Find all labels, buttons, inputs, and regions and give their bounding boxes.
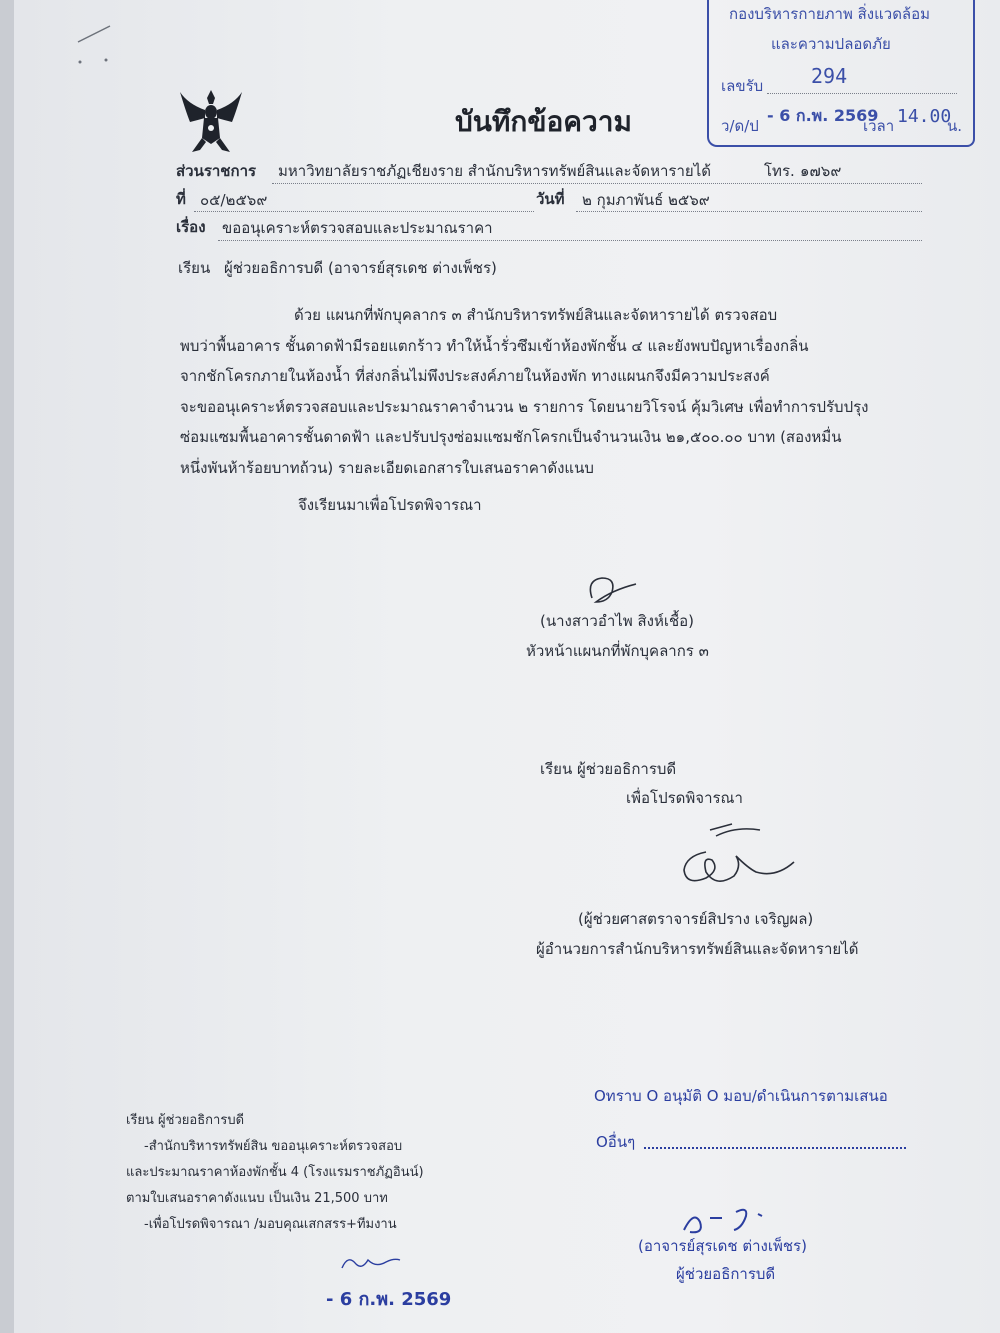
left-note-line-4: ตามใบเสนอราคาดังแนบ เป็นเงิน 21,500 บาท [126,1191,388,1206]
ref-value: ๐๕/๒๕๖๙ [200,191,268,209]
endorse-signer-name: (ผู้ช่วยศาสตราจารย์สิปราง เจริญผล) [578,910,814,928]
phone-value: ๑๗๖๙ [800,162,842,180]
page-edge [0,0,14,1333]
agency-value: มหาวิทยาลัยราชภัฏเชียงราย สำนักบริหารทรัพย์สินและจัดหารายได้ [278,162,711,180]
agency-label: ส่วนราชการ [176,162,257,180]
stamp-time-value: 14.00 [897,106,952,127]
to-value: ผู้ช่วยอธิการบดี (อาจารย์สุรเดช ต่างเพ็ชร) [224,259,497,277]
decision-other-line [644,1146,906,1149]
left-note [126,1108,424,1238]
subject-line [218,239,922,241]
phone-label: โทร. [764,162,795,180]
signer1-title: หัวหน้าแผนกที่พักบุคลากร ๓ [526,642,709,660]
stamp-office-line2: และความปลอดภัย [771,35,891,53]
date-line [576,210,922,212]
ref-line [194,210,534,212]
body-line-1: ด้วย แผนกที่พักบุคลากร ๓ สำนักบริหารทรัพย์สินและจัดหารายได้ ตรวจสอบ [294,306,778,324]
to-label: เรียน [178,259,211,277]
stamp-date-label: ว/ด/ป [721,117,759,135]
left-note-line-3: และประมาณราคาห้องพักชั้น 4 (โรงแรมราชภัฏอินน์) [126,1165,424,1180]
garuda-emblem-icon [178,86,244,156]
endorse-signer-title: ผู้อำนวยการสำนักบริหารทรัพย์สินและจัดหารายได้ [536,940,859,958]
signature-2 [676,816,806,892]
body-line-4: จะขออนุเคราะห์ตรวจสอบและประมาณราคาจำนวน ๒ รายการ โดยนายวิโรจน์ คุ้มวิเศษ เพื่อทำการปรับปรุง [180,397,869,416]
left-note-line-1: เรียน ผู้ช่วยอธิการบดี [126,1113,245,1128]
subject-label: เรื่อง [176,218,206,236]
decision-other-label: Oอื่นๆ [596,1133,636,1151]
stamp-date-value: - 6 ก.พ. 2569 [767,106,879,125]
body-line-2: พบว่าพื้นอาคาร ชั้นดาดฟ้ามีรอยแตกร้าว ทำให้น้ำรั่วซึมเข้าห้องพักชั้น ๔ และยังพบปัญหาเรื่องกลิ่น [180,336,809,355]
memo-body [180,300,920,483]
pencil-mark [70,20,130,70]
decision-options: Oทราบ O อนุมัติ O มอบ/ดำเนินการตามเสนอ [594,1087,888,1105]
date-label: วันที่ [536,190,565,208]
signer1-name: (นางสาวอำไพ สิงห์เชื้อ) [540,612,695,630]
decision-signer-name: (อาจารย์สุรเดช ต่างเพ็ชร) [638,1237,807,1255]
closing-text: จึงเรียนมาเพื่อโปรดพิจารณา [298,496,482,514]
body-line-6: หนึ่งพันห้าร้อยบาทถ้วน) รายละเอียดเอกสารใบเสนอราคาดังแนบ [180,458,594,477]
body-line-5: ซ่อมแซมพื้นอาคารชั้นดาดฟ้า และปรับปรุงซ่อมแซมชักโครกเป็นจำนวนเงิน ๒๑,๕๐๐.๐๐ บาท (สองหมื่น [180,428,842,446]
stamp-time-label: เวลา [863,117,895,135]
initials-mark [338,1250,408,1276]
stamp-time-unit: น. [947,117,963,135]
left-note-stamp-date: - 6 ก.พ. 2569 [326,1289,452,1310]
left-note-line-5: -เพื่อโปรดพิจารณา /มอบคุณเสกสรร+ทีมงาน [144,1217,397,1232]
ref-label: ที่ [176,190,186,208]
endorse-to: เรียน ผู้ช่วยอธิการบดี [540,760,677,778]
left-note-line-2: -สำนักบริหารทรัพย์สิน ขออนุเคราะห์ตรวจสอบ [144,1139,403,1154]
stamp-receipt-label: เลขรับ [721,77,764,95]
subject-value: ขออนุเคราะห์ตรวจสอบและประมาณราคา [222,219,493,237]
stamp-receipt-line [767,92,957,94]
memo-title: บันทึกข้อความ [455,105,632,138]
endorse-note: เพื่อโปรดพิจารณา [626,789,743,807]
stamp-receipt-number: 294 [811,64,848,88]
receipt-stamp [707,0,975,147]
agency-line [272,182,922,184]
date-value: ๒ กุมภาพันธ์ ๒๕๖๙ [582,191,710,209]
body-line-3: จากชักโครกภายในห้องน้ำ ที่ส่งกลิ่นไม่พึงประสงค์ภายในห้องพัก ทางแผนกจึงมีความประสงค์ [180,367,770,385]
decision-signer-title: ผู้ช่วยอธิการบดี [676,1265,776,1283]
signature-1 [582,572,642,608]
stamp-office-line1: กองบริหารกายภาพ สิ่งแวดล้อม [729,5,931,23]
